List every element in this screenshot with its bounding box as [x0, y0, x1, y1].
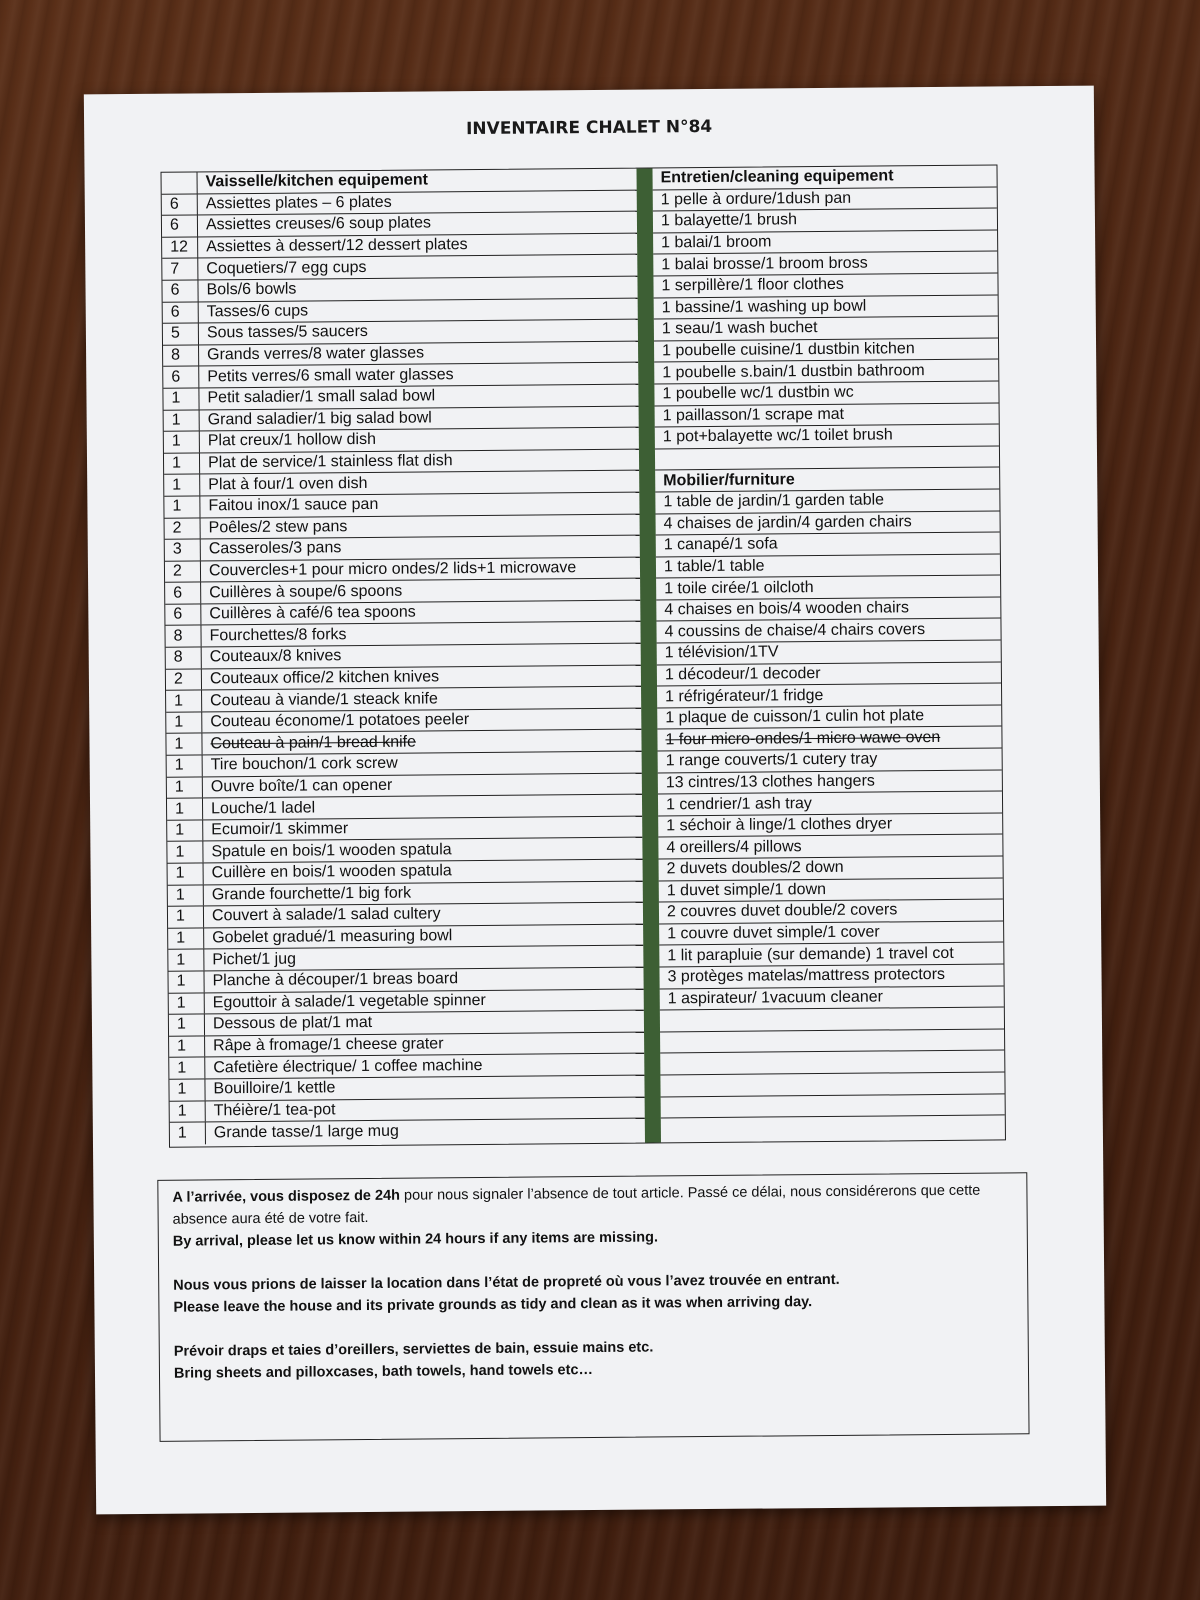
item-label: 1 balai brosse/1 broom bross [661, 254, 868, 274]
item-qty: 1 [166, 691, 202, 712]
item-qty: 1 [164, 475, 200, 496]
item-label: Ouvre boîte/1 can opener [210, 776, 393, 796]
item-label: 1 aspirateur/ 1vacuum cleaner [667, 988, 884, 1008]
note-arrival-en: By arrival, please let us know within 24 hours if any items are missing. [172, 1229, 659, 1250]
inventory-item-row [657, 684, 1001, 709]
inventory-item-row [659, 878, 1003, 903]
item-label: Théière/1 tea-pot [213, 1101, 336, 1120]
inventory-item-row [653, 187, 997, 212]
item-qty: 1 [170, 1123, 206, 1145]
item-label: 1 décodeur/1 decoder [664, 664, 821, 684]
item-label: 2 duvets doubles/2 down [666, 859, 844, 878]
item-label: Assiettes plates – 6 plates [205, 193, 392, 213]
item-qty: 1 [164, 432, 200, 453]
note-arrival-fr-rest: pour nous signaler l’absence de tout article. Passé ce délai, nous considérerons que cette absence aura été de votre fait. [172, 1182, 981, 1228]
item-label: 1 paillasson/1 scrape mat [662, 405, 845, 425]
inventory-item-row [660, 1072, 1004, 1097]
item-qty: 3 [165, 540, 201, 561]
item-label: Cuillères à café/6 tea spoons [209, 603, 416, 623]
item-label: Dessous de plat/1 mat [212, 1014, 373, 1033]
item-label: Grande fourchette/1 big fork [211, 884, 412, 904]
item-qty: 1 [168, 950, 204, 971]
item-qty: 1 [166, 734, 202, 755]
item-qty: 1 [169, 1058, 205, 1079]
item-qty: 12 [162, 237, 198, 258]
item-label: 1 four micro-ondes/1 micro wawe oven [665, 728, 941, 749]
item-qty: 1 [163, 388, 199, 409]
item-qty: 2 [165, 561, 201, 582]
item-qty: 1 [167, 777, 203, 798]
item-qty: 1 [164, 496, 200, 517]
item-label: Planche à découper/1 breas board [212, 970, 459, 990]
item-qty: 1 [166, 712, 202, 733]
inventory-item-row [654, 360, 998, 385]
item-label: Couteau économe/1 potatoes peeler [210, 711, 470, 731]
item-label: 1 seau/1 wash buchet [661, 319, 818, 338]
inventory-item-row [657, 641, 1001, 666]
item-label: 1 télévision/1TV [664, 643, 779, 662]
note-linen-en: Bring sheets and pilloxcases, bath towels, hand towels etc… [173, 1362, 594, 1382]
section-header: Mobilier/furniture [663, 470, 795, 490]
item-label: 1 balayette/1 brush [660, 211, 798, 230]
item-label: Spatule en bois/1 wooden spatula [211, 840, 452, 861]
item-qty: 6 [165, 583, 201, 604]
item-label: 13 cintres/13 clothes hangers [665, 772, 875, 792]
item-qty: 1 [169, 1079, 205, 1100]
item-qty: 8 [165, 626, 201, 647]
item-label: Plat de service/1 stainless flat dish [207, 452, 453, 472]
item-label: 4 chaises en bois/4 wooden chairs [664, 599, 910, 619]
inventory-item-row [658, 792, 1002, 817]
item-qty: 1 [164, 410, 200, 431]
item-label: Cuillères à soupe/6 spoons [209, 582, 403, 601]
item-label: 1 duvet simple/1 down [666, 880, 827, 900]
item-label: 1 couvre duvet simple/1 cover [667, 923, 880, 943]
item-label: Plat creux/1 hollow dish [207, 431, 377, 450]
inventory-item-row [653, 209, 997, 234]
item-label: Couteaux/8 knives [209, 647, 342, 666]
item-qty: 1 [164, 453, 200, 474]
item-label: 1 séchoir à linge/1 clothes dryer [666, 815, 893, 835]
item-qty: 1 [169, 1036, 205, 1057]
inventory-item-row [656, 533, 1000, 558]
item-qty: 1 [167, 755, 203, 776]
inventory-item-row [654, 338, 998, 363]
item-qty: 6 [165, 604, 201, 625]
inventory-item-row [659, 900, 1003, 925]
item-label: Plat à four/1 oven dish [208, 474, 368, 493]
inventory-item-row [656, 554, 1000, 579]
rules-box [157, 1172, 1029, 1442]
item-label: 1 poubelle s.bain/1 dustbin bathroom [662, 361, 925, 382]
inventory-item-row [658, 835, 1002, 860]
inventory-item-row [653, 252, 997, 277]
item-label: Fourchettes/8 forks [209, 625, 347, 645]
item-qty: 1 [167, 842, 203, 863]
inventory-item-row [655, 425, 999, 450]
inventory-item-row [654, 317, 998, 342]
note-arrival-fr [172, 1179, 1012, 1230]
inventory-item-row [658, 748, 1002, 773]
inventory-item-row [660, 1008, 1004, 1033]
item-label: Pichet/1 jug [212, 950, 297, 969]
item-label: Petits verres/6 small water glasses [207, 365, 454, 386]
inventory-item-row [659, 921, 1003, 946]
item-qty: 6 [162, 216, 198, 237]
item-label: 1 serpillère/1 floor clothes [661, 276, 844, 295]
item-qty: 8 [163, 345, 199, 366]
item-label: 4 coussins de chaise/4 chairs covers [664, 620, 926, 641]
item-label: Râpe à fromage/1 cheese grater [213, 1035, 444, 1055]
inventory-item-row [659, 856, 1003, 881]
item-label: Bols/6 bowls [206, 280, 297, 299]
item-label: 4 oreillers/4 pillows [666, 837, 802, 857]
item-label: Cuillère en bois/1 wooden spatula [211, 862, 452, 882]
item-label: 1 canapé/1 sofa [663, 535, 778, 554]
note-arrival-fr-bold: A l’arrivée, vous disposez de 24h [172, 1187, 401, 1206]
item-qty: 2 [166, 669, 202, 690]
item-qty: 1 [168, 885, 204, 906]
item-label: Couvert à salade/1 salad cultery [211, 905, 441, 925]
item-label: 2 couvres duvet double/2 covers [666, 901, 898, 921]
note-linen-fr: Prévoir draps et taies d’oreillers, serviettes de bain, essuie mains etc. [173, 1339, 654, 1360]
item-label: 1 range couverts/1 cutery tray [665, 750, 878, 770]
inventory-item-row [655, 446, 999, 471]
item-qty: 1 [168, 863, 204, 884]
item-label: Assiettes à dessert/12 dessert plates [206, 236, 468, 256]
inventory-item-row [656, 597, 1000, 622]
item-qty: 1 [168, 971, 204, 992]
item-qty: 1 [167, 799, 203, 820]
item-label: 4 chaises de jardin/4 garden chairs [663, 513, 912, 533]
item-qty: 8 [166, 647, 202, 668]
inventory-item-row [653, 230, 997, 255]
inventory-item-row [660, 1051, 1004, 1076]
item-qty: 2 [165, 518, 201, 539]
item-label: Couvercles+1 pour micro ondes/2 lids+1 microwave [208, 559, 577, 580]
item-label: Bouilloire/1 kettle [213, 1079, 336, 1098]
inventory-item-row [656, 511, 1000, 536]
item-label: Tasses/6 cups [206, 302, 309, 321]
kitchen-header: Vaisselle/kitchen equipement [205, 171, 428, 191]
item-label: 1 lit parapluie (sur demande) 1 travel cot [667, 944, 954, 965]
item-qty: 6 [162, 280, 198, 301]
item-label: 1 pot+balayette wc/1 toilet brush [662, 426, 893, 446]
inventory-item-row [658, 813, 1002, 838]
item-label: Ecumoir/1 skimmer [211, 820, 349, 839]
item-label: Poêles/2 stew pans [208, 517, 348, 537]
item-label: Grande tasse/1 large mug [213, 1122, 399, 1142]
inventory-item-row [661, 1094, 1005, 1119]
page-title: INVENTAIRE CHALET N°84 [465, 116, 713, 140]
inventory-item-row [661, 1116, 1005, 1141]
item-qty: 1 [169, 1015, 205, 1036]
item-label: 1 balai/1 broom [661, 233, 772, 252]
item-qty: 1 [168, 907, 204, 928]
item-label: Assiettes creuses/6 soup plates [205, 214, 432, 234]
item-qty: 1 [168, 928, 204, 949]
item-label: Petit saladier/1 small salad bowl [207, 387, 436, 407]
inventory-item-row [656, 619, 1000, 644]
item-label: 1 bassine/1 washing up bowl [661, 297, 867, 317]
kitchen-item-row [170, 1119, 645, 1145]
item-qty: 6 [163, 367, 199, 388]
item-label: Couteaux office/2 kitchen knives [209, 668, 440, 688]
item-label: Sous tasses/5 saucers [206, 323, 368, 342]
inventory-item-row [660, 1029, 1004, 1054]
item-label: 1 pelle à ordure/1dush pan [660, 189, 852, 209]
item-qty: 6 [162, 194, 198, 215]
item-label: 1 toile cirée/1 oilcloth [664, 578, 814, 597]
item-label: 1 poubelle wc/1 dustbin wc [662, 383, 854, 403]
inventory-item-row [659, 964, 1003, 989]
inventory-item-row [657, 662, 1001, 687]
item-label: Grand saladier/1 big salad bowl [207, 409, 432, 429]
item-label: Faitou inox/1 sauce pan [208, 496, 379, 515]
item-qty: 1 [170, 1101, 206, 1122]
inventory-item-row [656, 576, 1000, 601]
item-qty: 7 [162, 259, 198, 280]
item-qty: 6 [163, 302, 199, 323]
item-label: 1 réfrigérateur/1 fridge [665, 686, 824, 705]
note-cleanliness-fr: Nous vous prions de laisser la location dans l’état de propreté où vous l’avez trouvée en entrant. [173, 1271, 840, 1294]
inventory-item-row [658, 770, 1002, 795]
item-label: 1 poubelle cuisine/1 dustbin kitchen [662, 340, 915, 360]
inventory-item-row [659, 943, 1003, 968]
inventory-item-row [657, 705, 1001, 730]
item-label: Louche/1 ladel [210, 798, 316, 817]
item-label: 1 plaque de cuisson/1 culin hot plate [665, 707, 925, 727]
inventory-item-row [657, 727, 1001, 752]
item-label: 3 protèges matelas/mattress protectors [667, 966, 946, 986]
inventory-item-row [655, 403, 999, 428]
item-label: 1 table/1 table [663, 557, 765, 576]
item-qty: 1 [167, 820, 203, 841]
item-label: 1 table de jardin/1 garden table [663, 491, 885, 511]
inventory-sheet [84, 86, 1106, 1515]
item-label: Coquetiers/7 egg cups [206, 258, 367, 278]
cleaning-furniture-column [652, 165, 1004, 1142]
item-label: 1 cendrier/1 ash tray [665, 794, 812, 813]
item-label: Egouttoir à salade/1 vegetable spinner [212, 991, 486, 1012]
item-label: Tire bouchon/1 cork screw [210, 755, 398, 774]
qty-cell [162, 172, 198, 193]
section-header-row [652, 165, 996, 190]
inventory-item-row [655, 489, 999, 514]
item-qty: 5 [163, 324, 199, 345]
inventory-item-row [653, 273, 997, 298]
item-label: Couteau à pain/1 bread knife [210, 733, 417, 753]
inventory-item-row [660, 986, 1004, 1011]
item-label: Couteau à viande/1 steack knife [210, 689, 438, 709]
inventory-table [161, 164, 1006, 1147]
note-cleanliness-en: Please leave the house and its private grounds as tidy and clean as it was when arriving day. [173, 1294, 813, 1316]
inventory-item-row [654, 295, 998, 320]
item-label: Cafetière électrique/ 1 coffee machine [213, 1056, 483, 1076]
section-header-row [655, 468, 999, 493]
item-label: Grands verres/8 water glasses [207, 344, 425, 364]
item-label: Casseroles/3 pans [208, 539, 342, 558]
item-qty: 1 [169, 993, 205, 1014]
inventory-item-row [654, 381, 998, 406]
kitchen-column [162, 169, 645, 1147]
item-label: Gobelet gradué/1 measuring bowl [212, 927, 453, 947]
section-header: Entretien/cleaning equipement [660, 167, 894, 187]
